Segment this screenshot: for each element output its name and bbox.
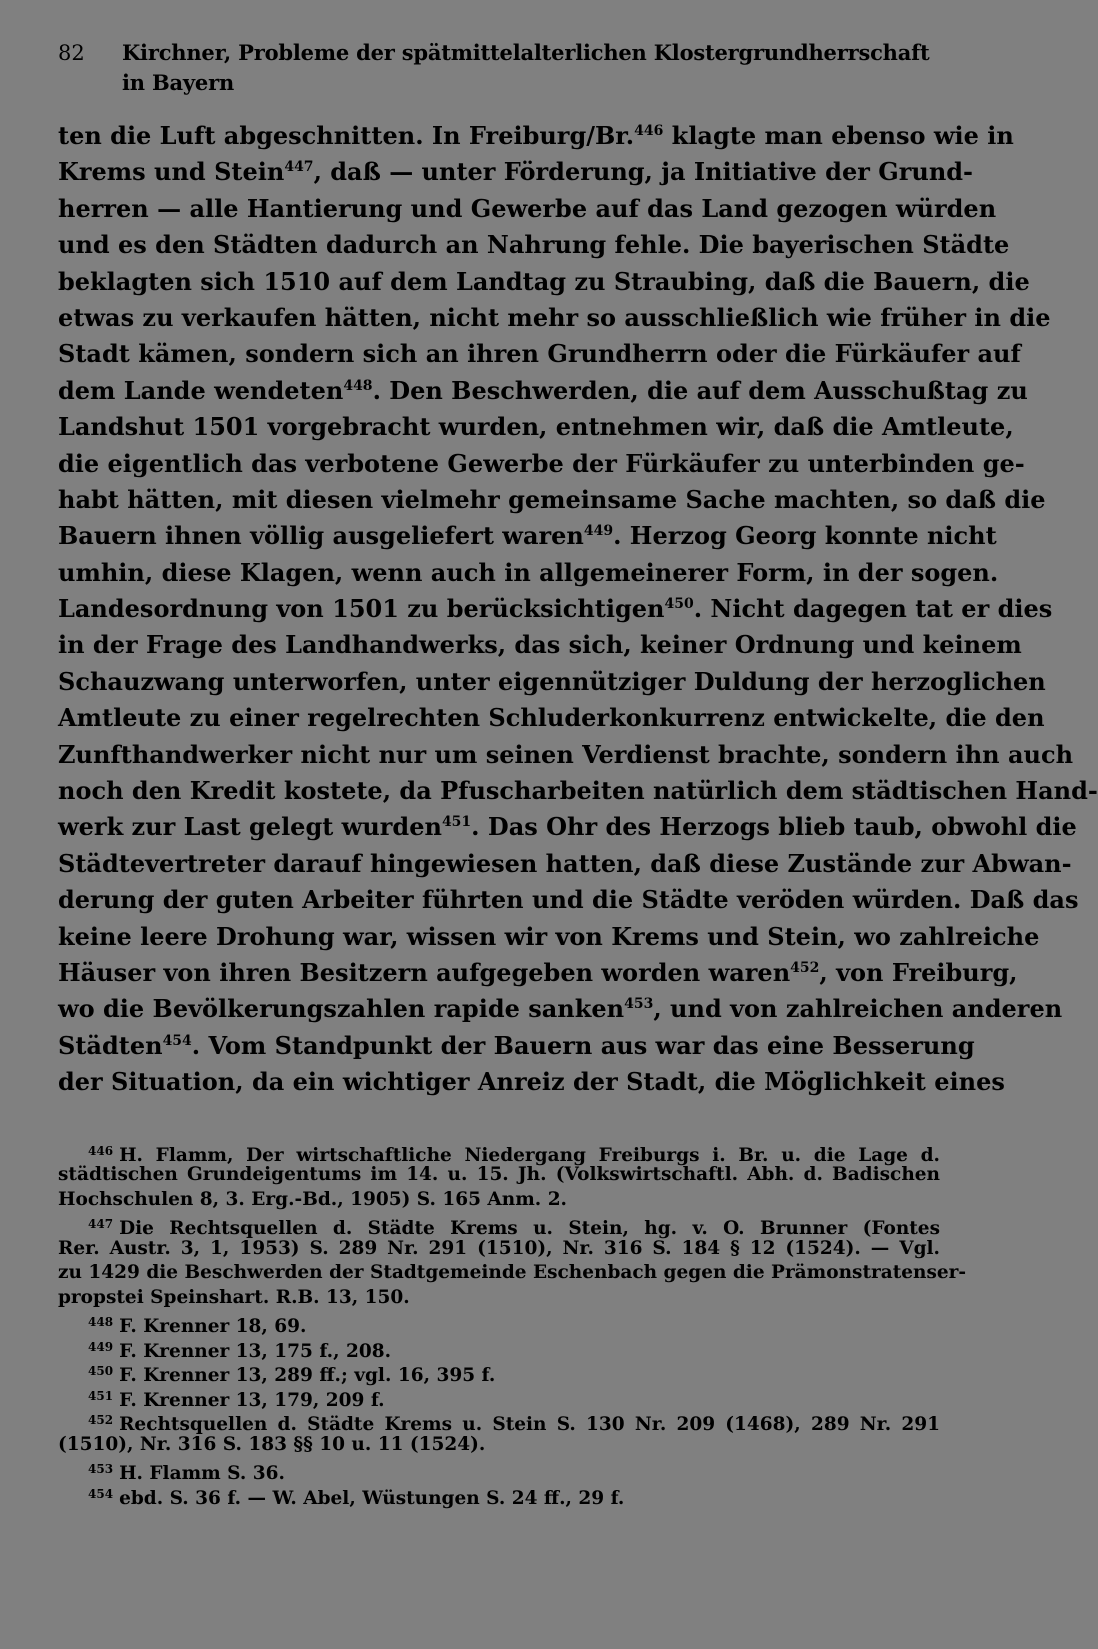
text-line — [58, 191, 997, 227]
text-segment: Landesordnung von 1501 zu berücksichtigen — [58, 594, 665, 624]
footnote-line — [58, 1335, 940, 1360]
footnote-ref: 452 — [790, 959, 820, 976]
footnote-text: F. Krenner 13, 289 ff.; vgl. 16, 395 f. — [119, 1365, 496, 1387]
text-segment: Bauern ihnen völlig ausgeliefert waren — [58, 521, 584, 551]
footnote-text: F. Krenner 18, 69. — [119, 1316, 307, 1338]
footnote-line — [58, 1384, 940, 1409]
footnote-number: 452 — [88, 1413, 114, 1428]
footnote-line — [58, 1139, 940, 1164]
text-line — [58, 627, 1022, 663]
running-title: Kirchner, Probleme der spätmittelalterlichen Klostergrundherrschaft in Bayern — [122, 40, 930, 95]
text-line — [58, 518, 997, 554]
footnote-text: ebd. S. 36 f. — W. Abel, Wüstungen S. 24 ff., 29 f. — [119, 1487, 625, 1509]
text-segment: klagte man ebenso wie in — [663, 121, 1014, 150]
text-line — [58, 737, 1074, 773]
text-segment: Schauzwang unterworfen, unter eigennütziger Duldung der herzoglichen — [58, 666, 1046, 696]
text-line — [58, 882, 1079, 918]
footnote-ref: 447 — [284, 159, 314, 176]
text-line — [58, 1028, 975, 1064]
text-line — [58, 591, 1053, 627]
text-segment: Stadt kämen, sondern sich an ihren Grundherrn oder die Fürkäufer auf — [58, 339, 1021, 369]
text-line — [58, 846, 1072, 882]
footnote-text: zu 1429 die Beschwerden der Stadtgemeinde Eschenbach gegen die Prämonstratenser- — [58, 1262, 967, 1284]
footnote-ref: 450 — [664, 596, 694, 613]
footnote-text: Rer. Austr. 3, 1, 1953) S. 289 Nr. 291 (1510), Nr. 316 S. 184 § 12 (1524). — Vgl. — [58, 1237, 940, 1259]
text-segment: . Vom Standpunkt der Bauern aus war das eine Besserung — [191, 1030, 975, 1060]
text-segment: . Nicht dagegen tat er dies — [693, 594, 1053, 624]
footnote-line — [58, 1310, 940, 1338]
text-segment: wo die Bevölkerungszahlen rapide sanken — [58, 994, 625, 1024]
text-line — [58, 991, 1063, 1027]
text-line — [58, 773, 1098, 809]
text-line — [58, 664, 1046, 700]
page-header — [58, 38, 940, 98]
main-text — [58, 118, 1098, 1101]
footnote-text: H. Flamm, Der wirtschaftliche Niedergang Freiburgs i. Br. u. die Lage d. — [119, 1144, 940, 1166]
text-segment: und es den Städten dadurch an Nahrung fehle. Die bayerischen Städte — [58, 230, 1010, 260]
footnote-number: 449 — [88, 1339, 114, 1354]
text-segment: . Den Beschwerden, die auf dem Ausschußtag zu — [372, 375, 1028, 405]
text-line — [58, 154, 974, 190]
footnote-number: 453 — [88, 1462, 114, 1477]
text-line — [58, 446, 1025, 482]
text-line — [58, 555, 999, 591]
footnote-line — [58, 1482, 940, 1507]
footnote-number: 450 — [88, 1364, 114, 1379]
footnote-line — [58, 1408, 940, 1436]
footnote-ref: 446 — [634, 123, 664, 139]
footnote-text: Rechtsquellen d. Städte Krems u. Stein S. 130 Nr. 209 (1468), 289 Nr. 291 — [119, 1414, 940, 1436]
footnote-line — [58, 1359, 940, 1387]
footnote-ref: 451 — [441, 814, 472, 831]
text-segment: Krems und Stein — [58, 157, 285, 187]
footnote-ref: 449 — [583, 523, 614, 540]
footnote-number: 454 — [88, 1486, 114, 1501]
footnote-text: F. Krenner 13, 179, 209 f. — [119, 1389, 385, 1411]
text-segment: beklagten sich 1510 auf dem Landtag zu Straubing, daß die Bauern, die — [58, 266, 1030, 296]
text-segment: habt hätten, mit diesen vielmehr gemeinsame Sache machten, so daß die — [58, 484, 1046, 514]
footnote-ref: 453 — [624, 996, 654, 1013]
text-segment: Städtevertreter darauf hingewiesen hatten, daß diese Zustände zur Abwan- — [58, 848, 1072, 878]
footnote-line — [58, 1212, 940, 1240]
text-segment: Städten — [58, 1030, 163, 1060]
footnote-ref: 448 — [343, 377, 373, 394]
text-segment: , von Freiburg, — [819, 957, 1018, 987]
text-segment: derung der guten Arbeiter führten und die Städte veröden würden. Daß das — [58, 885, 1079, 915]
text-segment: Amtleute zu einer regelrechten Schluderkonkurrenz entwickelte, die den — [58, 703, 1045, 733]
text-segment: ten die Luft abgeschnitten. In Freiburg/Br. — [58, 121, 635, 150]
text-segment: Zunfthandwerker nicht nur um seinen Verdienst brachte, sondern ihn auch — [58, 739, 1074, 769]
footnote-text: H. Flamm S. 36. — [119, 1463, 285, 1485]
text-segment: herren — alle Hantierung und Gewerbe auf das Land gezogen würden — [58, 193, 997, 223]
footnote-text: Die Rechtsquellen d. Städte Krems u. Stein, hg. v. O. Brunner (Fontes — [119, 1218, 940, 1240]
page-number: 82 — [58, 41, 85, 65]
footnote-ref: 454 — [162, 1032, 192, 1049]
footnote-line — [58, 1163, 940, 1188]
text-segment: noch den Kredit kostete, da Pfuscharbeiten natürlich dem städtischen Hand- — [58, 776, 1098, 806]
text-segment: . Herzog Georg konnte nicht — [613, 521, 997, 551]
text-line — [58, 264, 1030, 300]
footnote-text: Hochschulen 8, 3. Erg.-Bd., 1905) S. 165 Anm. 2. — [58, 1188, 568, 1210]
text-line — [58, 227, 1010, 263]
text-segment: umhin, diese Klagen, wenn auch in allgemeinerer Form, in der sogen. — [58, 557, 999, 587]
text-segment: , daß — unter Förderung, ja Initiative der Grund- — [313, 157, 974, 187]
text-segment: in der Frage des Landhandwerks, das sich, keiner Ordnung und keinem — [58, 630, 1022, 660]
text-line — [58, 118, 1014, 154]
footnote-text: F. Krenner 13, 175 f., 208. — [119, 1340, 392, 1362]
text-line — [58, 409, 1014, 445]
footnote-number: 446 — [88, 1143, 114, 1158]
text-line — [58, 482, 1046, 518]
text-line — [58, 700, 1045, 736]
footnote-line — [58, 1237, 940, 1262]
text-line — [58, 373, 1028, 409]
text-segment: Landshut 1501 vorgebracht wurden, entnehmen wir, daß die Amtleute, — [58, 412, 1014, 442]
text-segment: werk zur Last gelegt wurden — [58, 812, 442, 842]
footnote-number: 451 — [88, 1388, 114, 1403]
text-line — [58, 336, 1021, 372]
footnote-number: 447 — [88, 1217, 114, 1232]
footnote-number: 448 — [88, 1315, 114, 1330]
text-segment: . Das Ohr des Herzogs blieb taub, obwohl die — [471, 812, 1077, 842]
text-line — [58, 955, 1018, 991]
footnote-line — [58, 1457, 940, 1485]
text-segment: der Situation, da ein wichtiger Anreiz der Stadt, die Möglichkeit eines — [58, 1067, 1005, 1097]
footnote-line — [58, 1261, 967, 1286]
footnote-line — [58, 1188, 940, 1213]
footnotes — [58, 1139, 967, 1509]
footnote-text: städtischen Grundeigentums im 14. u. 15. Jh. (Volkswirtschaftl. Abh. d. Badischen — [58, 1164, 940, 1186]
footnote-line — [58, 1286, 940, 1311]
text-segment: dem Lande wendeten — [58, 375, 344, 405]
footnote-text: (1510), Nr. 316 S. 183 §§ 10 u. 11 (1524). — [58, 1433, 486, 1455]
text-segment: etwas zu verkaufen hätten, nicht mehr so ausschließlich wie früher in die — [58, 302, 1051, 332]
text-line — [58, 809, 1077, 845]
footnote-line — [58, 1433, 940, 1458]
text-segment: keine leere Drohung war, wissen wir von Krems und Stein, wo zahlreiche — [58, 921, 1040, 951]
text-line — [58, 1064, 1005, 1100]
text-segment: Häuser von ihren Besitzern aufgegeben worden waren — [58, 957, 791, 987]
text-line — [58, 919, 1040, 955]
text-segment: die eigentlich das verbotene Gewerbe der Fürkäufer zu unterbinden ge- — [58, 448, 1025, 478]
text-segment: , und von zahlreichen anderen — [653, 994, 1063, 1024]
text-line — [58, 300, 1051, 336]
footnote-text: propstei Speinshart. R.B. 13, 150. — [58, 1286, 410, 1308]
